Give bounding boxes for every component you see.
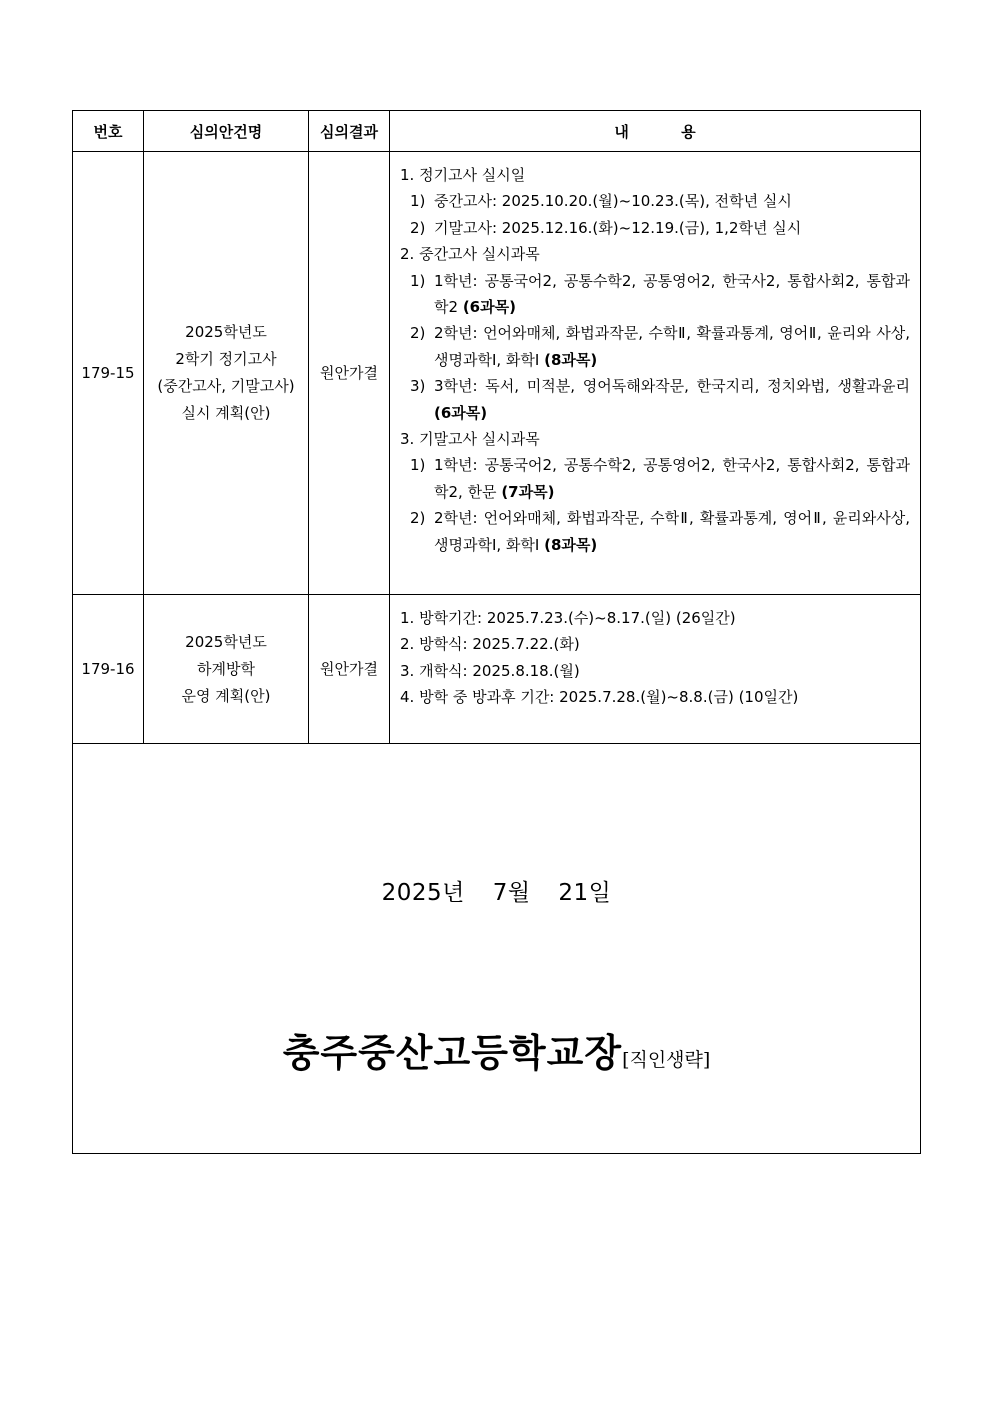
item-text bbox=[434, 320, 910, 373]
title-line: 하계방학 bbox=[197, 659, 255, 678]
title-line: (중간고사, 기말고사) bbox=[157, 377, 295, 395]
list-item bbox=[400, 268, 910, 321]
list-item bbox=[400, 188, 910, 214]
date-month: 7월 bbox=[492, 880, 531, 906]
header-title: 심의안건명 bbox=[144, 111, 309, 152]
subject-count: (6과목) bbox=[462, 298, 516, 317]
subject-count: (6과목) bbox=[434, 403, 488, 422]
table-row bbox=[73, 595, 921, 744]
resolution-table bbox=[72, 110, 921, 1154]
header-num: 번호 bbox=[73, 111, 144, 152]
item-body: 2학년: 언어와매체, 화법과작문, 수학Ⅱ, 확률과통계, 영어Ⅱ, 윤리와사상, 생명과학Ⅰ, 화학Ⅰ bbox=[434, 509, 910, 554]
item-marker: 2) bbox=[410, 218, 426, 237]
row-num: 179-16 bbox=[73, 595, 144, 744]
school-principal-name: 충주중산고등학교장 bbox=[282, 1030, 623, 1075]
title-line: 실시 계획(안) bbox=[181, 404, 271, 422]
signature-block bbox=[73, 744, 921, 1154]
list-item: 2. 방학식: 2025.7.22.(화) bbox=[400, 635, 580, 654]
item-text: 중간고사: 2025.10.20.(월)~10.23.(목), 전학년 실시 bbox=[434, 192, 792, 211]
title-line: 2025학년도 bbox=[185, 323, 267, 341]
row-title bbox=[144, 595, 309, 744]
item-body: 1학년: 공통국어2, 공통수학2, 공통영어2, 한국사2, 통합사회2, 통합과학2 bbox=[434, 271, 910, 317]
title-line: 운영 계획(안) bbox=[181, 686, 271, 705]
item-body: 2학년: 언어와매체, 화법과작문, 수학Ⅱ, 확률과통계, 영어Ⅱ, 윤리와 사상, 생명과학Ⅰ, 화학Ⅰ bbox=[434, 324, 910, 369]
seal-omitted-note: [직인생략] bbox=[622, 1049, 711, 1071]
list-item bbox=[400, 320, 910, 373]
row-result: 원안가결 bbox=[309, 152, 390, 595]
list-item bbox=[400, 452, 910, 505]
item-marker: 3) bbox=[410, 377, 426, 396]
section-heading: 3. 기말고사 실시과목 bbox=[400, 430, 540, 449]
row-content bbox=[390, 152, 921, 595]
subject-count: (8과목) bbox=[544, 350, 598, 369]
title-line: 2학기 정기고사 bbox=[175, 350, 277, 368]
item-marker: 1) bbox=[410, 271, 426, 290]
date-year: 2025년 bbox=[381, 880, 465, 906]
item-marker: 2) bbox=[410, 324, 426, 343]
item-text bbox=[434, 268, 910, 321]
table-row bbox=[73, 152, 921, 595]
row-result: 원안가결 bbox=[309, 595, 390, 744]
list-item: 1. 방학기간: 2025.7.23.(수)~8.17.(일) (26일간) bbox=[400, 609, 736, 627]
item-marker: 2) bbox=[410, 509, 426, 528]
item-marker: 1) bbox=[410, 192, 426, 211]
subject-count: (8과목) bbox=[544, 535, 598, 554]
table-header-row bbox=[73, 111, 921, 152]
title-line: 2025학년도 bbox=[185, 632, 267, 651]
item-marker: 1) bbox=[410, 456, 426, 475]
date-day: 21일 bbox=[558, 880, 612, 906]
school-signature bbox=[73, 1022, 920, 1077]
list-item bbox=[400, 215, 910, 241]
list-item bbox=[400, 505, 910, 558]
document-date bbox=[73, 874, 920, 907]
row-num: 179-15 bbox=[73, 152, 144, 595]
section-heading: 1. 정기고사 실시일 bbox=[400, 166, 526, 184]
header-result: 심의결과 bbox=[309, 111, 390, 152]
list-item bbox=[400, 373, 910, 426]
row-title bbox=[144, 152, 309, 595]
item-body: 3학년: 독서, 미적분, 영어독해와작문, 한국지리, 정치와법, 생활과윤리 bbox=[434, 377, 910, 396]
subject-count: (7과목) bbox=[501, 482, 555, 501]
item-text bbox=[434, 505, 910, 558]
row-content bbox=[390, 595, 921, 744]
header-content bbox=[390, 111, 921, 152]
header-content-label: 내 용 bbox=[614, 122, 696, 141]
item-text bbox=[434, 373, 910, 426]
item-text bbox=[434, 452, 910, 505]
section-heading: 2. 중간고사 실시과목 bbox=[400, 245, 540, 264]
list-item: 4. 방학 중 방과후 기간: 2025.7.28.(월)~8.8.(금) (10일간) bbox=[400, 688, 799, 707]
item-body: 1학년: 공통국어2, 공통수학2, 공통영어2, 한국사2, 통합사회2, 통합과학2, 한문 bbox=[434, 456, 910, 501]
signature-row bbox=[73, 744, 921, 1154]
item-text: 기말고사: 2025.12.16.(화)~12.19.(금), 1,2학년 실시 bbox=[434, 218, 802, 237]
list-item: 3. 개학식: 2025.8.18.(월) bbox=[400, 661, 580, 680]
